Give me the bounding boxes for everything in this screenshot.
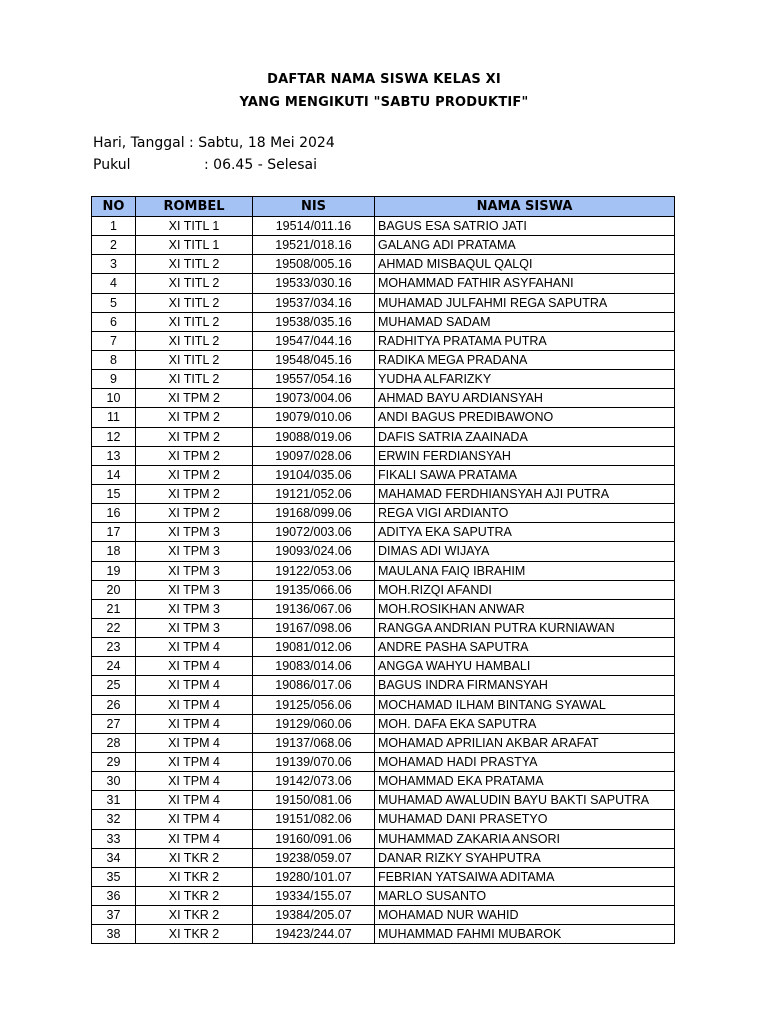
cell-nama-siswa: ANDI BAGUS PREDIBAWONO bbox=[375, 408, 675, 427]
table-row bbox=[92, 657, 675, 676]
cell-rombel: XI TKR 2 bbox=[136, 925, 253, 944]
cell-no: 25 bbox=[92, 676, 136, 695]
cell-nama-siswa: MARLO SUSANTO bbox=[375, 886, 675, 905]
cell-nama-siswa: MUHAMAD DANI PRASETYO bbox=[375, 810, 675, 829]
cell-nama-siswa: AHMAD MISBAQUL QALQI bbox=[375, 255, 675, 274]
cell-rombel: XI TPM 4 bbox=[136, 791, 253, 810]
cell-nama-siswa: MUHAMMAD FAHMI MUBAROK bbox=[375, 925, 675, 944]
cell-nama-siswa: REGA VIGI ARDIANTO bbox=[375, 504, 675, 523]
column-header-rombel: ROMBEL bbox=[136, 197, 253, 217]
table-row bbox=[92, 408, 675, 427]
cell-rombel: XI TITL 2 bbox=[136, 331, 253, 350]
cell-no: 2 bbox=[92, 236, 136, 255]
table-row bbox=[92, 255, 675, 274]
cell-no: 19 bbox=[92, 561, 136, 580]
cell-no: 28 bbox=[92, 733, 136, 752]
cell-nis: 19537/034.16 bbox=[253, 293, 375, 312]
cell-nama-siswa: MOHAMMAD EKA PRATAMA bbox=[375, 772, 675, 791]
cell-no: 29 bbox=[92, 752, 136, 771]
cell-nama-siswa: DAFIS SATRIA ZAAINADA bbox=[375, 427, 675, 446]
table-row bbox=[92, 638, 675, 657]
table-row bbox=[92, 906, 675, 925]
table-row bbox=[92, 848, 675, 867]
cell-nama-siswa: MAHAMAD FERDHIANSYAH AJI PUTRA bbox=[375, 484, 675, 503]
cell-nama-siswa: BAGUS ESA SATRIO JATI bbox=[375, 217, 675, 236]
cell-rombel: XI TITL 1 bbox=[136, 236, 253, 255]
cell-rombel: XI TITL 2 bbox=[136, 255, 253, 274]
table-row bbox=[92, 886, 675, 905]
cell-rombel: XI TPM 4 bbox=[136, 638, 253, 657]
time-label: Pukul bbox=[93, 157, 131, 173]
column-header-nis: NIS bbox=[253, 197, 375, 217]
cell-nama-siswa: FEBRIAN YATSAIWA ADITAMA bbox=[375, 867, 675, 886]
cell-nis: 19097/028.06 bbox=[253, 446, 375, 465]
table-row bbox=[92, 618, 675, 637]
cell-nama-siswa: ERWIN FERDIANSYAH bbox=[375, 446, 675, 465]
cell-nis: 19079/010.06 bbox=[253, 408, 375, 427]
table-row bbox=[92, 293, 675, 312]
cell-nama-siswa: MUHAMAD JULFAHMI REGA SAPUTRA bbox=[375, 293, 675, 312]
cell-nama-siswa: ANGGA WAHYU HAMBALI bbox=[375, 657, 675, 676]
table-row bbox=[92, 389, 675, 408]
table-row bbox=[92, 446, 675, 465]
document-title: DAFTAR NAMA SISWA KELAS XI bbox=[267, 72, 501, 87]
cell-nis: 19280/101.07 bbox=[253, 867, 375, 886]
cell-nama-siswa: MOCHAMAD ILHAM BINTANG SYAWAL bbox=[375, 695, 675, 714]
cell-nama-siswa: BAGUS INDRA FIRMANSYAH bbox=[375, 676, 675, 695]
cell-no: 33 bbox=[92, 829, 136, 848]
cell-rombel: XI TPM 4 bbox=[136, 695, 253, 714]
cell-rombel: XI TITL 2 bbox=[136, 274, 253, 293]
cell-nama-siswa: DIMAS ADI WIJAYA bbox=[375, 542, 675, 561]
table-row bbox=[92, 810, 675, 829]
table-row bbox=[92, 370, 675, 389]
cell-no: 38 bbox=[92, 925, 136, 944]
cell-nis: 19538/035.16 bbox=[253, 312, 375, 331]
cell-nis: 19521/018.16 bbox=[253, 236, 375, 255]
cell-nis: 19072/003.06 bbox=[253, 523, 375, 542]
cell-nis: 19142/073.06 bbox=[253, 772, 375, 791]
cell-no: 26 bbox=[92, 695, 136, 714]
cell-no: 16 bbox=[92, 504, 136, 523]
table-row bbox=[92, 829, 675, 848]
cell-nama-siswa: MOH. DAFA EKA SAPUTRA bbox=[375, 714, 675, 733]
cell-nis: 19168/099.06 bbox=[253, 504, 375, 523]
table-row bbox=[92, 695, 675, 714]
cell-rombel: XI TPM 4 bbox=[136, 676, 253, 695]
cell-rombel: XI TPM 2 bbox=[136, 465, 253, 484]
cell-rombel: XI TPM 4 bbox=[136, 829, 253, 848]
cell-nis: 19547/044.16 bbox=[253, 331, 375, 350]
cell-rombel: XI TPM 4 bbox=[136, 714, 253, 733]
time-line bbox=[93, 157, 317, 173]
cell-nis: 19121/052.06 bbox=[253, 484, 375, 503]
cell-no: 34 bbox=[92, 848, 136, 867]
cell-rombel: XI TPM 4 bbox=[136, 810, 253, 829]
table-row bbox=[92, 350, 675, 369]
cell-rombel: XI TKR 2 bbox=[136, 906, 253, 925]
cell-no: 15 bbox=[92, 484, 136, 503]
table-row bbox=[92, 580, 675, 599]
student-table bbox=[91, 196, 675, 944]
cell-nis: 19514/011.16 bbox=[253, 217, 375, 236]
cell-rombel: XI TPM 3 bbox=[136, 542, 253, 561]
cell-nama-siswa: MUHAMAD AWALUDIN BAYU BAKTI SAPUTRA bbox=[375, 791, 675, 810]
cell-no: 11 bbox=[92, 408, 136, 427]
cell-nama-siswa: MOH.RIZQI AFANDI bbox=[375, 580, 675, 599]
table-row bbox=[92, 772, 675, 791]
cell-rombel: XI TPM 4 bbox=[136, 657, 253, 676]
cell-nis: 19088/019.06 bbox=[253, 427, 375, 446]
cell-rombel: XI TPM 2 bbox=[136, 427, 253, 446]
cell-no: 12 bbox=[92, 427, 136, 446]
cell-nama-siswa: MUHAMMAD ZAKARIA ANSORI bbox=[375, 829, 675, 848]
cell-nis: 19104/035.06 bbox=[253, 465, 375, 484]
cell-no: 35 bbox=[92, 867, 136, 886]
cell-nama-siswa: DANAR RIZKY SYAHPUTRA bbox=[375, 848, 675, 867]
cell-nis: 19151/082.06 bbox=[253, 810, 375, 829]
column-header-nama-siswa: NAMA SISWA bbox=[375, 197, 675, 217]
cell-nis: 19083/014.06 bbox=[253, 657, 375, 676]
cell-nama-siswa: MOHAMAD NUR WAHID bbox=[375, 906, 675, 925]
table-row bbox=[92, 523, 675, 542]
cell-rombel: XI TPM 4 bbox=[136, 752, 253, 771]
cell-nis: 19533/030.16 bbox=[253, 274, 375, 293]
table-row bbox=[92, 676, 675, 695]
table-row bbox=[92, 465, 675, 484]
cell-no: 21 bbox=[92, 599, 136, 618]
cell-nis: 19137/068.06 bbox=[253, 733, 375, 752]
cell-nis: 19136/067.06 bbox=[253, 599, 375, 618]
table-row bbox=[92, 791, 675, 810]
cell-nis: 19125/056.06 bbox=[253, 695, 375, 714]
table-row bbox=[92, 714, 675, 733]
cell-nis: 19167/098.06 bbox=[253, 618, 375, 637]
cell-rombel: XI TPM 4 bbox=[136, 772, 253, 791]
cell-no: 31 bbox=[92, 791, 136, 810]
table-row bbox=[92, 733, 675, 752]
cell-no: 13 bbox=[92, 446, 136, 465]
table-row bbox=[92, 217, 675, 236]
cell-nama-siswa: FIKALI SAWA PRATAMA bbox=[375, 465, 675, 484]
time-value: : 06.45 - Selesai bbox=[204, 157, 317, 173]
cell-rombel: XI TITL 2 bbox=[136, 350, 253, 369]
cell-rombel: XI TPM 2 bbox=[136, 389, 253, 408]
cell-nis: 19508/005.16 bbox=[253, 255, 375, 274]
cell-no: 37 bbox=[92, 906, 136, 925]
cell-no: 5 bbox=[92, 293, 136, 312]
cell-no: 18 bbox=[92, 542, 136, 561]
cell-nis: 19557/054.16 bbox=[253, 370, 375, 389]
cell-rombel: XI TPM 3 bbox=[136, 618, 253, 637]
table-row bbox=[92, 599, 675, 618]
table-row bbox=[92, 236, 675, 255]
cell-no: 6 bbox=[92, 312, 136, 331]
table-row bbox=[92, 925, 675, 944]
cell-nis: 19073/004.06 bbox=[253, 389, 375, 408]
document-subtitle: YANG MENGIKUTI "SABTU PRODUKTIF" bbox=[239, 95, 529, 110]
cell-no: 7 bbox=[92, 331, 136, 350]
cell-no: 9 bbox=[92, 370, 136, 389]
cell-rombel: XI TITL 2 bbox=[136, 293, 253, 312]
cell-nis: 19086/017.06 bbox=[253, 676, 375, 695]
table-row bbox=[92, 484, 675, 503]
cell-rombel: XI TPM 2 bbox=[136, 408, 253, 427]
table-header-row bbox=[92, 197, 675, 217]
date-line: Hari, Tanggal : Sabtu, 18 Mei 2024 bbox=[93, 135, 335, 151]
table-row bbox=[92, 504, 675, 523]
cell-nama-siswa: YUDHA ALFARIZKY bbox=[375, 370, 675, 389]
cell-no: 10 bbox=[92, 389, 136, 408]
cell-nama-siswa: AHMAD BAYU ARDIANSYAH bbox=[375, 389, 675, 408]
cell-nama-siswa: MOHAMAD APRILIAN AKBAR ARAFAT bbox=[375, 733, 675, 752]
cell-rombel: XI TPM 2 bbox=[136, 484, 253, 503]
cell-no: 24 bbox=[92, 657, 136, 676]
cell-nis: 19160/091.06 bbox=[253, 829, 375, 848]
cell-no: 30 bbox=[92, 772, 136, 791]
cell-no: 22 bbox=[92, 618, 136, 637]
table-row bbox=[92, 867, 675, 886]
cell-no: 20 bbox=[92, 580, 136, 599]
cell-rombel: XI TPM 3 bbox=[136, 523, 253, 542]
cell-nis: 19238/059.07 bbox=[253, 848, 375, 867]
cell-rombel: XI TKR 2 bbox=[136, 867, 253, 886]
cell-nis: 19334/155.07 bbox=[253, 886, 375, 905]
cell-nama-siswa: ANDRE PASHA SAPUTRA bbox=[375, 638, 675, 657]
cell-rombel: XI TPM 3 bbox=[136, 561, 253, 580]
cell-nama-siswa: RADIKA MEGA PRADANA bbox=[375, 350, 675, 369]
cell-nis: 19093/024.06 bbox=[253, 542, 375, 561]
cell-nis: 19150/081.06 bbox=[253, 791, 375, 810]
cell-rombel: XI TPM 3 bbox=[136, 580, 253, 599]
table-row bbox=[92, 331, 675, 350]
cell-nis: 19081/012.06 bbox=[253, 638, 375, 657]
cell-nis: 19423/244.07 bbox=[253, 925, 375, 944]
cell-rombel: XI TPM 2 bbox=[136, 504, 253, 523]
cell-rombel: XI TKR 2 bbox=[136, 886, 253, 905]
cell-no: 32 bbox=[92, 810, 136, 829]
cell-nama-siswa: MOH.ROSIKHAN ANWAR bbox=[375, 599, 675, 618]
cell-no: 8 bbox=[92, 350, 136, 369]
cell-nama-siswa: RADHITYA PRATAMA PUTRA bbox=[375, 331, 675, 350]
cell-nama-siswa: MAULANA FAIQ IBRAHIM bbox=[375, 561, 675, 580]
cell-rombel: XI TKR 2 bbox=[136, 848, 253, 867]
table-row bbox=[92, 312, 675, 331]
table-row bbox=[92, 561, 675, 580]
table-row bbox=[92, 542, 675, 561]
table-row bbox=[92, 427, 675, 446]
cell-nama-siswa: ADITYA EKA SAPUTRA bbox=[375, 523, 675, 542]
table-row bbox=[92, 274, 675, 293]
cell-no: 17 bbox=[92, 523, 136, 542]
cell-no: 36 bbox=[92, 886, 136, 905]
table-row bbox=[92, 752, 675, 771]
cell-nis: 19129/060.06 bbox=[253, 714, 375, 733]
cell-rombel: XI TITL 2 bbox=[136, 370, 253, 389]
cell-no: 3 bbox=[92, 255, 136, 274]
cell-nama-siswa: RANGGA ANDRIAN PUTRA KURNIAWAN bbox=[375, 618, 675, 637]
cell-rombel: XI TPM 2 bbox=[136, 446, 253, 465]
cell-nis: 19135/066.06 bbox=[253, 580, 375, 599]
cell-nis: 19548/045.16 bbox=[253, 350, 375, 369]
cell-rombel: XI TITL 1 bbox=[136, 217, 253, 236]
cell-nama-siswa: MUHAMAD SADAM bbox=[375, 312, 675, 331]
cell-rombel: XI TITL 2 bbox=[136, 312, 253, 331]
cell-rombel: XI TPM 3 bbox=[136, 599, 253, 618]
column-header-no: NO bbox=[92, 197, 136, 217]
cell-nis: 19122/053.06 bbox=[253, 561, 375, 580]
cell-nama-siswa: GALANG ADI PRATAMA bbox=[375, 236, 675, 255]
cell-nis: 19139/070.06 bbox=[253, 752, 375, 771]
cell-rombel: XI TPM 4 bbox=[136, 733, 253, 752]
cell-no: 1 bbox=[92, 217, 136, 236]
cell-no: 14 bbox=[92, 465, 136, 484]
cell-no: 27 bbox=[92, 714, 136, 733]
cell-nis: 19384/205.07 bbox=[253, 906, 375, 925]
cell-no: 23 bbox=[92, 638, 136, 657]
cell-nama-siswa: MOHAMMAD FATHIR ASYFAHANI bbox=[375, 274, 675, 293]
table-body bbox=[92, 217, 675, 944]
cell-no: 4 bbox=[92, 274, 136, 293]
cell-nama-siswa: MOHAMAD HADI PRASTYA bbox=[375, 752, 675, 771]
